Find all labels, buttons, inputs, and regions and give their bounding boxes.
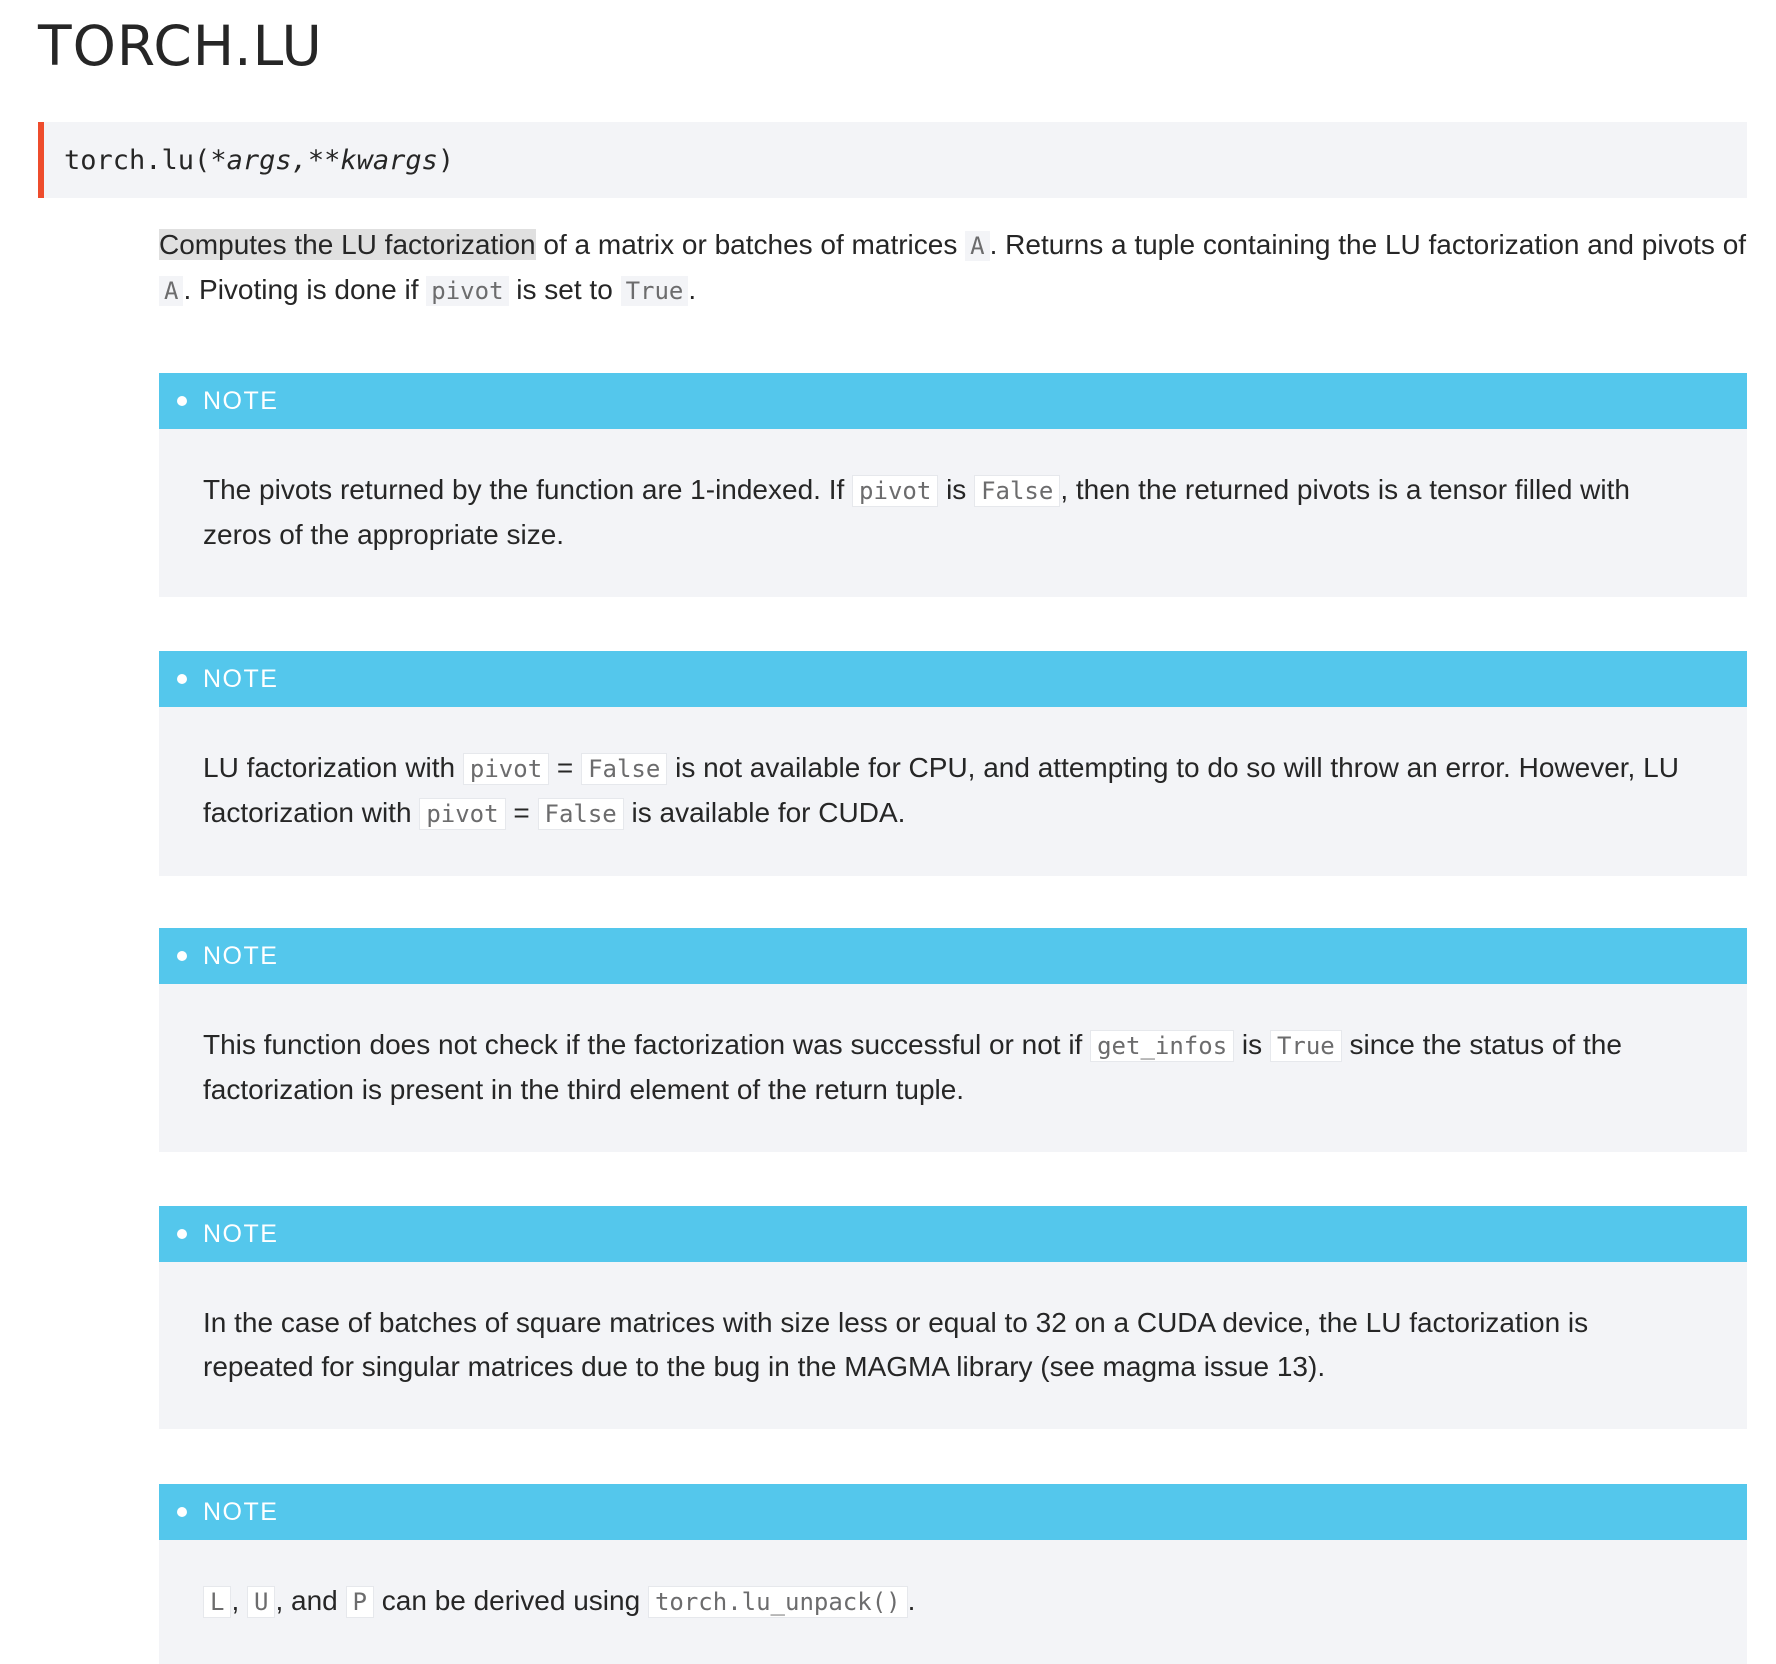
note-body xyxy=(159,707,1747,876)
highlighted-text: Computes the LU factorization xyxy=(159,229,536,260)
note-header xyxy=(159,928,1747,984)
note-text: is xyxy=(938,474,975,505)
note-label: NOTE xyxy=(203,386,279,415)
note-text: , then the returned pivots is a tensor filled with zeros of the appropriate size. xyxy=(203,474,1630,550)
signature-name: torch.lu xyxy=(64,144,195,176)
note-text: is not available for CPU, and attempting to do so will throw an error. However, LU factorization with xyxy=(203,752,1679,828)
signature-close-paren: ) xyxy=(437,144,455,176)
note-label: NOTE xyxy=(203,1497,279,1526)
note-text: LU factorization with xyxy=(203,752,463,783)
inline-code: False xyxy=(974,475,1060,507)
note-body xyxy=(159,1262,1747,1429)
inline-code: L xyxy=(203,1586,231,1618)
inline-code: pivot xyxy=(419,798,505,830)
inline-code: P xyxy=(346,1586,374,1618)
note-text: , and xyxy=(275,1585,346,1616)
note-text: is available for CUDA. xyxy=(623,797,906,828)
desc-text: of a matrix or batches of matrices xyxy=(535,229,966,260)
note-body xyxy=(159,429,1747,597)
signature-open-paren: ( xyxy=(194,144,211,176)
note-box-get-infos xyxy=(159,928,1747,1152)
bullet-icon xyxy=(177,1507,187,1517)
note-box-cpu-pivot xyxy=(159,651,1747,876)
page-title: TORCH.LU xyxy=(38,14,323,78)
inline-code: False xyxy=(581,753,667,785)
inline-code: get_infos xyxy=(1090,1030,1234,1062)
note-text: = xyxy=(549,752,582,783)
note-label: NOTE xyxy=(203,664,279,693)
note-header xyxy=(159,1484,1747,1540)
note-box-pivots-indexed xyxy=(159,373,1747,597)
signature-kwargs: **kwargs xyxy=(307,144,438,176)
signature-args: *args xyxy=(210,144,292,176)
inline-code: A xyxy=(159,276,183,306)
bullet-icon xyxy=(177,1229,187,1239)
desc-text: . Pivoting is done if xyxy=(183,274,427,305)
desc-text: . xyxy=(688,274,697,305)
note-text: since the status of the factorization is present in the third element of the return tuple. xyxy=(203,1029,1622,1105)
note-text: The pivots returned by the function are 1-indexed. If xyxy=(203,474,853,505)
bullet-icon xyxy=(177,951,187,961)
inline-code: True xyxy=(621,276,689,306)
bullet-icon xyxy=(177,674,187,684)
note-label: NOTE xyxy=(203,941,279,970)
bullet-icon xyxy=(177,396,187,406)
inline-code: U xyxy=(247,1586,275,1618)
note-text: This function does not check if the factorization was successful or not if xyxy=(203,1029,1091,1060)
note-text: = xyxy=(505,797,538,828)
inline-code: pivot xyxy=(463,753,549,785)
inline-code: pivot xyxy=(852,475,938,507)
desc-text: is set to xyxy=(508,274,621,305)
note-body xyxy=(159,1540,1747,1664)
note-box-lu-unpack xyxy=(159,1484,1747,1664)
note-text: . xyxy=(907,1585,916,1616)
signature-sep: , xyxy=(291,144,308,176)
inline-code: False xyxy=(538,798,624,830)
lu-unpack-link[interactable]: torch.lu_unpack() xyxy=(648,1586,908,1618)
note-header xyxy=(159,1206,1747,1262)
inline-code: pivot xyxy=(426,276,508,306)
note-body xyxy=(159,984,1747,1152)
note-text: is xyxy=(1234,1029,1270,1060)
note-header xyxy=(159,373,1747,429)
inline-code: True xyxy=(1270,1030,1342,1062)
note-text: , xyxy=(231,1585,248,1616)
function-signature xyxy=(38,122,1747,198)
note-label: NOTE xyxy=(203,1219,279,1248)
note-header xyxy=(159,651,1747,707)
note-text: can be derived using xyxy=(373,1585,648,1616)
note-text: In the case of batches of square matrices with size less or equal to 32 on a CUDA device, the LU factorization is repeated for singular matrices due to the bug in the MAGMA library (see magma issue 13). xyxy=(203,1307,1589,1382)
inline-code: A xyxy=(965,231,989,261)
desc-text: . Returns a tuple containing the LU factorization and pivots of xyxy=(989,229,1747,260)
function-description xyxy=(159,223,1747,313)
note-box-magma-bug xyxy=(159,1206,1747,1429)
